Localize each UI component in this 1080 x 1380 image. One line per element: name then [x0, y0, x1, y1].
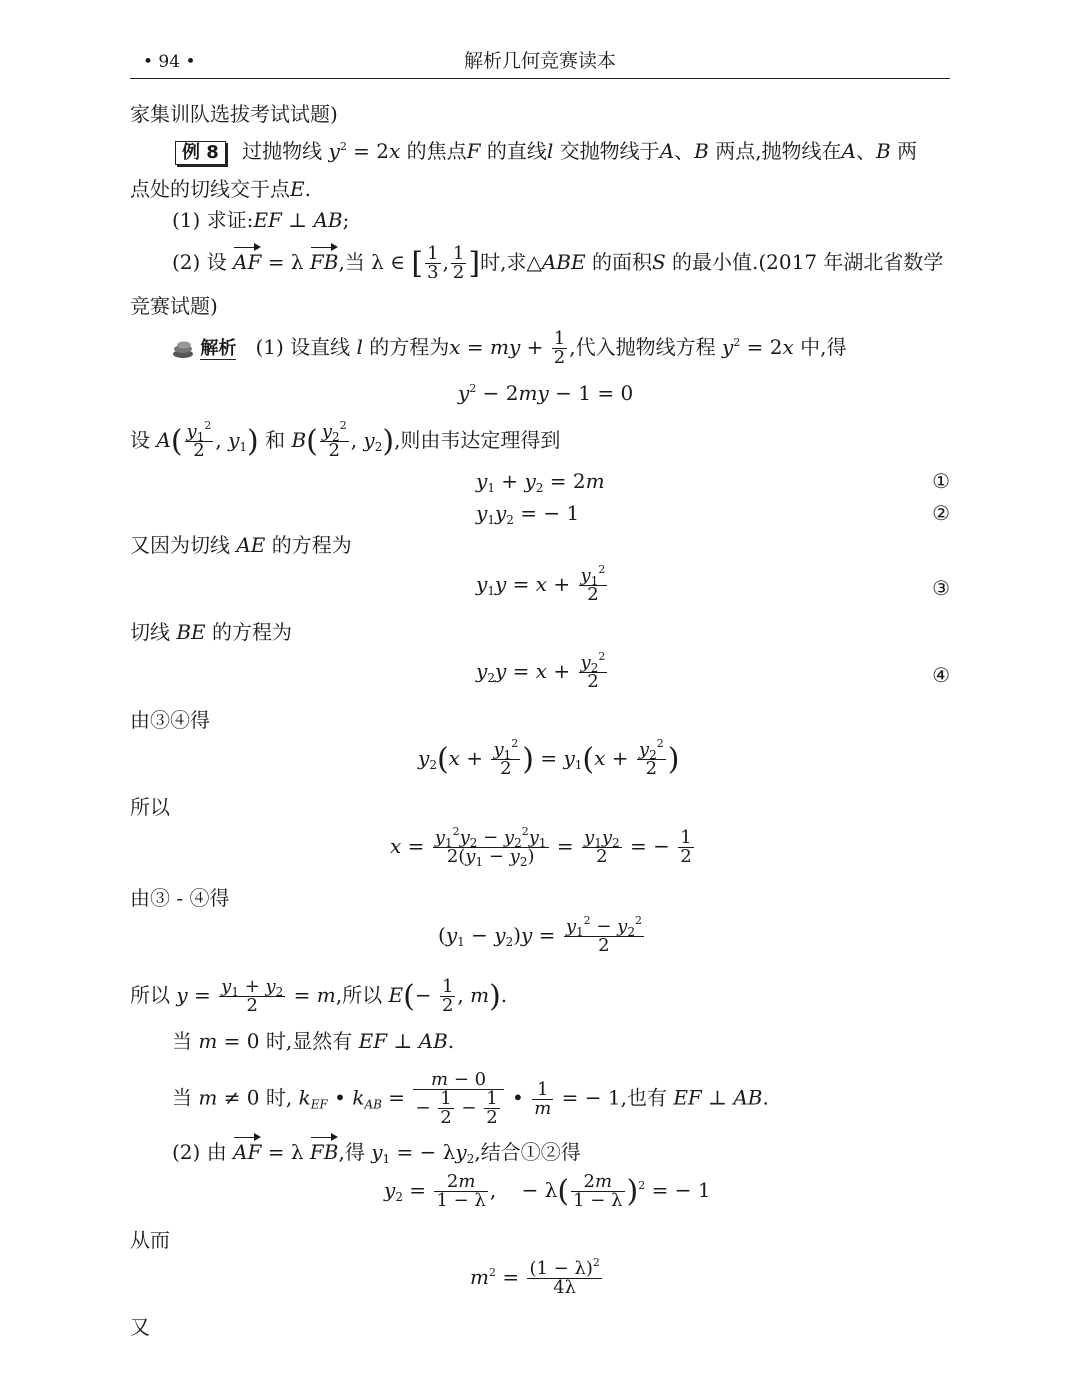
text-line: 从而	[130, 1228, 170, 1252]
equation: $y_2$ = $\frac{2m}{1 - \lambda}$ , − λ( $\frac{2m}{1 - \lambda}$ )$^2$ = − 1	[384, 1171, 711, 1211]
equation-number: ③	[932, 576, 950, 600]
running-title: 解析几何竞赛读本	[463, 50, 616, 72]
equation: $y_2y = x$ + $\frac{y_2^2}{2}$	[476, 650, 606, 692]
question-2: (2) 设 AF = λ FB,当 λ ∈ [ $\frac{1}{3}$ , $\frac{1}{2}$ ]时,求△ABE 的面积S 的最小值.(2017 年湖北省数学	[172, 243, 944, 283]
text-line: 又因为切线 AE 的方程为	[130, 533, 352, 557]
text-line: 竞赛试题)	[130, 294, 218, 318]
text-line: 家集训队选拔考试试题)	[130, 102, 338, 126]
text-line: 当 m ≠ 0 时, $k_{EF}$ • $k_{AB}$ = m − 0 − $\frac{1}{2}$ − $\frac{1}{2}$ • $\frac{1}{m}$ = − 1,也有 EF ⊥ AB.	[172, 1069, 769, 1128]
equation: $(y_1 - y_2)y$ = $\frac{y_1^2 - y_2^2}{2}$	[438, 914, 642, 956]
text-line: 由③ - ④得	[130, 886, 230, 910]
equation: $y_2(x$ + $\frac{y_1^2}{2}$ ) = $y_1(x$ + $\frac{y_2^2}{2}$ )	[418, 737, 680, 779]
text-line: 所以	[130, 795, 170, 819]
text-line: 又	[130, 1315, 150, 1339]
page-number: • 94 •	[143, 52, 196, 72]
equation-number: ②	[932, 501, 950, 525]
equation: $y^2 - 2my - 1 = 0$	[458, 381, 634, 405]
header-rule	[130, 78, 950, 79]
analysis-icon	[172, 340, 194, 358]
text-line: 由③④得	[130, 708, 210, 732]
example-statement: 例 8 过抛物线 $y^2 = 2x$ 的焦点F 的直线l 交抛物线于A、B 两点,抛物线在A、B 两	[175, 139, 917, 165]
equation: $y_1y_2$ = − 1	[476, 501, 580, 527]
example-label: 例 8	[175, 141, 226, 165]
equation: $y_1y = x$ + $\frac{y_1^2}{2}$	[476, 563, 606, 605]
text-line: 设 A( $\frac{y_1^2}{2}$ , $y_1$) 和 B( $\frac{y_2^2}{2}$ , $y_2$),则由韦达定理得到	[130, 419, 561, 461]
text-line: 当 m = 0 时,显然有 EF ⊥ AB.	[172, 1029, 455, 1053]
analysis-label: 解析	[200, 338, 237, 359]
text-line: 切线 BE 的方程为	[130, 620, 293, 644]
equation: $m^2$ = $\frac{(1 - \lambda)^2}{4\lambda}$	[470, 1256, 600, 1298]
question-1: (1) 求证:EF ⊥ AB;	[172, 208, 350, 232]
text-line: 点处的切线交于点E.	[130, 177, 311, 201]
analysis-line: 解析 (1) 设直线 l 的方程为x = my + $\frac{1}{2}$ ,代入抛物线方程 $y^2 = 2x$ 中,得	[172, 330, 846, 367]
equation: $y_1 + y_2 = 2m$	[476, 469, 605, 495]
equation-number: ①	[932, 469, 950, 493]
text-line: (2) 由 AF = λ FB,得 $y_1$ = − $\lambda y_2$,结合①②得	[172, 1140, 581, 1166]
equation-number: ④	[932, 663, 950, 687]
equation: x = $\frac{y_1^2y_2 - y_2^2y_1}{2(y_1 - y_2)}$ = $\frac{y_1y_2}{2}$ = − $\frac{1}{2}$	[390, 825, 692, 869]
text-line: 所以 y = $\frac{y_1 + y_2}{2}$ = m,所以 E(− $\frac{1}{2}$ , m).	[130, 976, 508, 1016]
